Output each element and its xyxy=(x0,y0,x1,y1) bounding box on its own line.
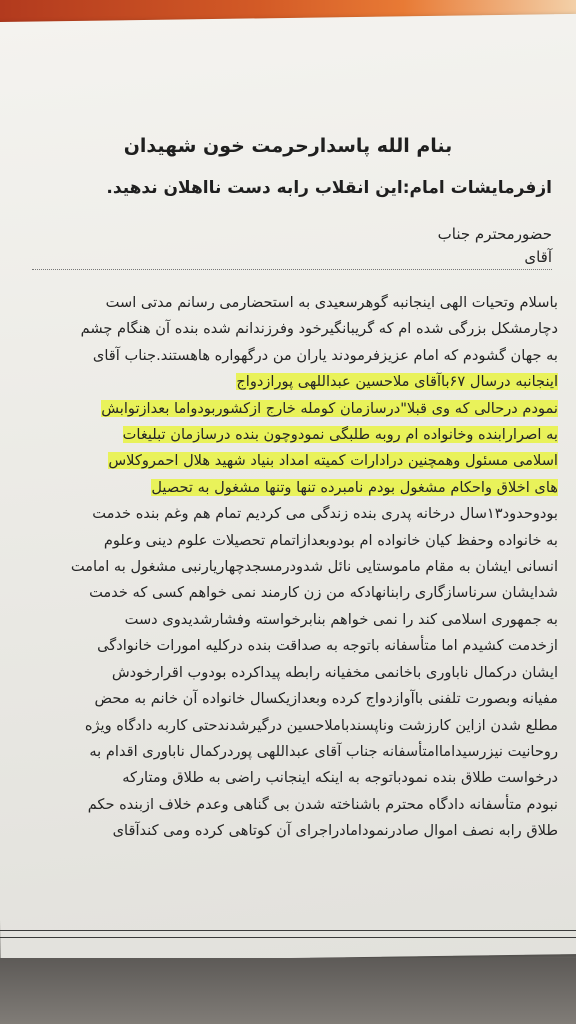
body-line-12: شدایشان سرناسازگاری رابنانهادکه من زن کارمند نمی خواهم کسی که خدمت xyxy=(89,584,558,602)
highlighted-text: اینجانبه درسال ۶۷باآقای ملاحسین عبداللهی پورازدواج xyxy=(236,373,558,391)
body-line-13: به جمهوری اسلامی کند را نمی خواهم بنابرخواسته وفشارشدیدوی دست xyxy=(124,610,558,628)
body-line-2: دچارمشکل بزرگی شده ام که گریبانگیرخود وفرزندانم شده بنده آن هنگام چشم xyxy=(80,320,558,338)
body-line-11: انسانی ایشان به مقام ماموستایی نائل شدودرمسجدچهاریارنبی مشغول به امامت xyxy=(70,558,558,576)
highlighted-text: نمودم درحالی که وی قبلا"درسازمان کومله خارج ازکشوربودواما بعدازتوابش xyxy=(101,399,558,417)
body-line-10: به خانواده وحفظ کیان خانواده ام بودوبعدازاتمام تحصیلات علوم دینی وعلوم xyxy=(103,531,558,549)
body-line-15: ایشان درکمال ناباوری باخانمی مخفیانه رابطه پیداکرده بودوب اقرارخودش xyxy=(111,663,558,681)
bottom-rule-1 xyxy=(0,930,576,931)
imam-quote: ازفرمایشات امام:این انقلاب رابه دست نااهلان ندهید. xyxy=(106,178,552,198)
body-line-19: درخواست طلاق بنده نمودباتوجه به اینکه اینجانب راضی به طلاق ومتارکه xyxy=(122,769,558,787)
body-line-8 xyxy=(18,475,558,501)
body-line-3: به جهان گشودم که امام عزیزفرمودند یاران من درگهواره هاهستند.جناب آقای xyxy=(92,346,558,364)
recipient-line: آقای xyxy=(32,248,552,270)
letter-body xyxy=(18,290,558,845)
body-line-4 xyxy=(18,369,558,395)
highlighted-text: به اصرارابنده وخانواده ام روبه طلبگی نمودوچون بنده درسازمان تبلیغات xyxy=(122,426,558,444)
body-line-5 xyxy=(18,396,558,422)
body-line-7 xyxy=(18,448,558,474)
highlighted-text: های اخلاق واحکام مشغول بودم نامبرده تنها وتنها مشغول به تحصیل xyxy=(151,478,558,496)
body-line-21: طلاق رابه نصف اموال صادرنمودامادراجرای آن کوتاهی کرده ومی کندآقای xyxy=(112,822,558,840)
body-line-16: مفیانه وبصورت تلفنی باآوازدواج کرده وبعدازیکسال خانواده آن خانم به محض xyxy=(94,690,558,708)
body-line-18: روحانیت نیزرسیداماامتأسفانه جناب آقای عبداللهی پوردرکمال ناباوری اقدام به xyxy=(89,742,558,760)
body-line-20: نبودم متأسفانه دادگاه محترم باشناخته شدن بی گناهی وعدم خلاف ازبنده حکم xyxy=(87,795,558,813)
body-line-6 xyxy=(18,422,558,448)
salutation: حضورمحترم جناب xyxy=(437,225,552,243)
body-line-9: بودوحدود۱۳سال درخانه پدری بنده زندگی می کردیم تمام هم وغم بنده خدمت xyxy=(92,505,558,523)
letter-heading: بنام الله پاسدارحرمت خون شهیدان xyxy=(123,135,453,157)
body-line-17: مطلع شدن ازاین کارزشت وناپسندباملاحسین درگیرشدندحتی کاربه دادگاه ویژه xyxy=(84,716,558,734)
bottom-rule-2 xyxy=(0,937,576,938)
body-line-1: باسلام وتحیات الهی اینجانبه گوهرسعیدی به استحضارمی رسانم مدتی است xyxy=(105,294,558,311)
body-line-14: ازخدمت کشیدم اما متأسفانه باتوجه به صداقت بنده درکلیه امورات خانوادگی xyxy=(97,637,558,655)
highlighted-text: اسلامی مسئول وهمچنین درادارات کمیته امداد بنیاد شهید هلال احمروکلاس xyxy=(108,452,558,470)
